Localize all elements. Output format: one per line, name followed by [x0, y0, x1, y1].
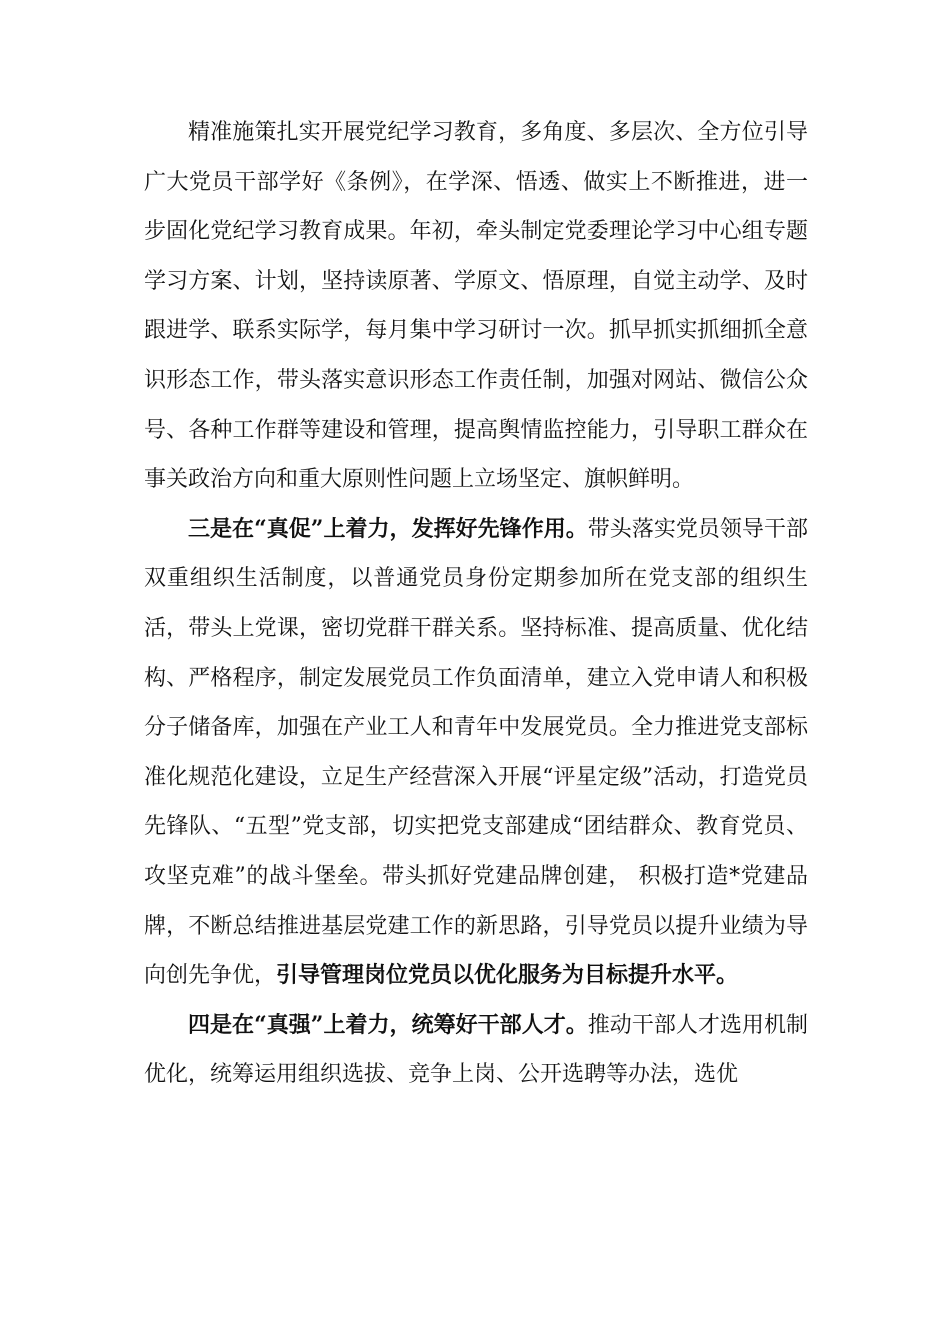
paragraph-1 — [144, 108, 808, 505]
paragraph-1-text: 精准施策扎实开展党纪学习教育，多角度、多层次、全方位引导广大党员干部学好《条例》，在学深、悟透、做实上不断推进，进一步固化党纪学习教育成果。年初，牵头制定党委理论学习中心组专题学习方案、计划，坚持读原著、学原文、悟原理，自觉主动学、及时跟进学、联系实际学，每月集中学习研讨一次。抓早抓实抓细抓全意识形态工作，带头落实意识形态工作责任制，加强对网站、微信公众号、各种工作群等建设和管理，提高舆情监控能力，引导职工群众在事关政治方向和重大原则性问题上立场坚定、旗帜鲜明。 — [144, 120, 808, 493]
paragraph-3-lead: 四是在“真强”上着力，统筹好干部人才。 — [188, 1011, 588, 1038]
paragraph-2-text: 带头落实党员领导干部双重组织生活制度，以普通党员身份定期参加所在党支部的组织生活，带头上党课，密切党群干群关系。坚持标准、提高质量、优化结构、严格程序，制定发展党员工作负面清单，建立入党申请人和积极分子储备库，加强在产业工人和青年中发展党员。全力推进党支部标准化规范化建设，立足生产经营深入开展“评星定级”活动，打造党员先锋队、“五型”党支部，切实把党支部建成“团结群众、教育党员、攻坚克难”的战斗堡垒。带头抓好党建品牌创建， 积极打造*党建品牌，不断总结推进基层党建工作的新思路，引导党员以提升业绩为导向创先争优， — [144, 516, 808, 989]
document-page — [144, 108, 808, 1100]
paragraph-2-tail: 引导管理岗位党员以优化服务为目标提升水平。 — [276, 962, 739, 989]
paragraph-3-text: 推动干部人才选用机制优化，统筹运用组织选拔、竞争上岗、公开选聘等办法，选优 — [144, 1012, 808, 1088]
paragraph-3 — [144, 1001, 808, 1100]
paragraph-2-lead: 三是在“真促”上着力，发挥好先锋作用。 — [188, 515, 588, 542]
paragraph-2 — [144, 505, 808, 1001]
